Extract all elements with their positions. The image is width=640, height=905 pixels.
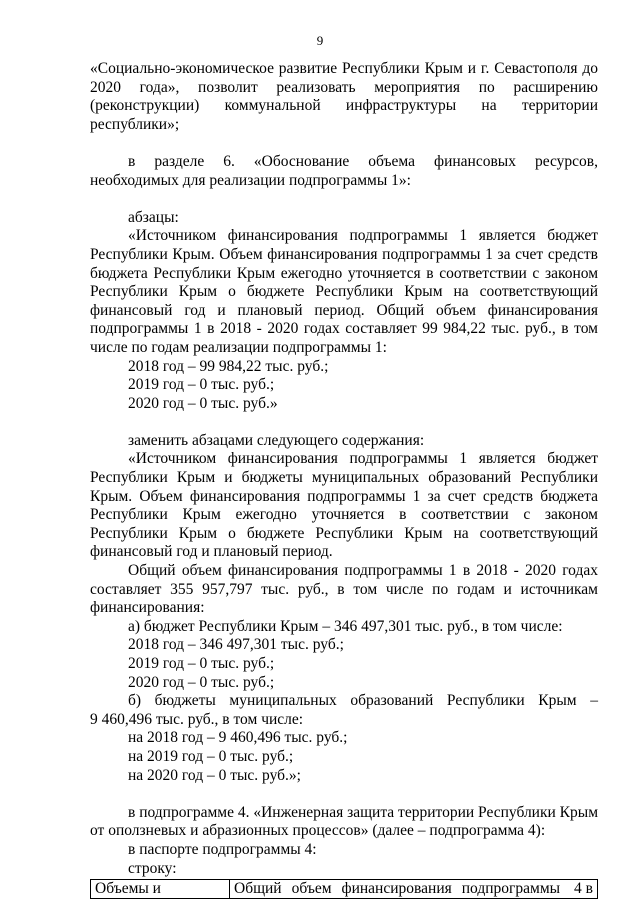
paragraph-19: в подпрограмме 4. «Инженерная защита территории Республики Крым от оползневых и абразионных процессов» (далее – подпрограмма 4): xyxy=(90,803,598,840)
paragraph-3: абзацы: xyxy=(128,208,179,226)
paragraph-8: заменить абзацами следующего содержания: xyxy=(128,431,425,449)
paragraph-20: в паспорте подпрограммы 4: xyxy=(128,840,317,858)
paragraph-4: «Источником финансирования подпрограммы 1 является бюджет Республики Крым. Объем финансирования подпрограммы 1 за счет средств бюджета Республики Крым ежегодно уточняется в соответствии с законом Республики Крым о бюджете Республики Крым на соответствующий финансовый год и плановый период. Общий объем финансирования подпрограммы 1 в 2018 - 2020 годах составляет 99 984,22 тыс. руб., в том числе по годам реализации подпрограммы 1: xyxy=(90,227,598,356)
passport-table xyxy=(90,879,598,899)
paragraph-14: 2020 год – 0 тыс. руб.; xyxy=(128,673,275,691)
paragraph-5: 2018 год – 99 984,22 тыс. руб.; xyxy=(128,357,329,375)
paragraph-13: 2019 год – 0 тыс. руб.; xyxy=(128,655,275,672)
paragraph-2: в разделе 6. «Обоснование объема финансовых ресурсов, необходимых для реализации подпрограммы 1»: xyxy=(90,152,598,189)
paragraph-1: «Социально-экономическое развитие Республики Крым и г. Севастополя до 2020 года», позволит реализовать мероприятия по расширению (реконструкции) коммунальной инфраструктуры на территории республики»; xyxy=(90,60,598,133)
paragraph-15-line-2: 9 460,496 тыс. руб., в том числе: xyxy=(90,710,304,728)
paragraph-16: на 2018 год – 9 460,496 тыс. руб.; xyxy=(128,729,348,747)
paragraph-6: 2019 год – 0 тыс. руб.; xyxy=(128,376,275,394)
table-cell-value xyxy=(230,880,598,899)
paragraph-7: 2020 год – 0 тыс. руб.» xyxy=(128,394,278,412)
paragraph-9: «Источником финансирования подпрограммы 1 является бюджет Республики Крым и бюджеты муниципальных образований Республики Крым. Объем финансирования подпрограммы 1 за счет средств бюджета Республики Крым ежегодно уточняется в соответствии с законом Республики Крым о бюджете Республики Крым на соответствующий финансовый год и плановый период. xyxy=(90,450,598,561)
table-cell-value-tail: 4 в xyxy=(574,880,593,898)
paragraph-21: строку: xyxy=(128,859,177,877)
table-cell-value-text: Общий объем финансирования подпрограммы xyxy=(234,880,561,898)
table-row xyxy=(91,880,598,899)
paragraph-18: на 2020 год – 0 тыс. руб.»; xyxy=(128,766,301,784)
page-number: 9 xyxy=(316,33,324,48)
paragraph-12: 2018 год – 346 497,301 тыс. руб.; xyxy=(128,636,344,654)
paragraph-11: а) бюджет Республики Крым – 346 497,301 тыс. руб., в том числе: xyxy=(128,617,563,635)
table-cell-label: Объемы и xyxy=(91,880,230,899)
paragraph-15-line-1: б) бюджеты муниципальных образований Республики Крым – xyxy=(128,692,598,710)
paragraph-17: на 2019 год – 0 тыс. руб.; xyxy=(128,747,294,765)
paragraph-10: Общий объем финансирования подпрограммы 1 в 2018 - 2020 годах составляет 355 957,797 тыс. руб., в том числе по годам и источникам финансирования: xyxy=(90,562,598,617)
document-body xyxy=(90,60,598,899)
